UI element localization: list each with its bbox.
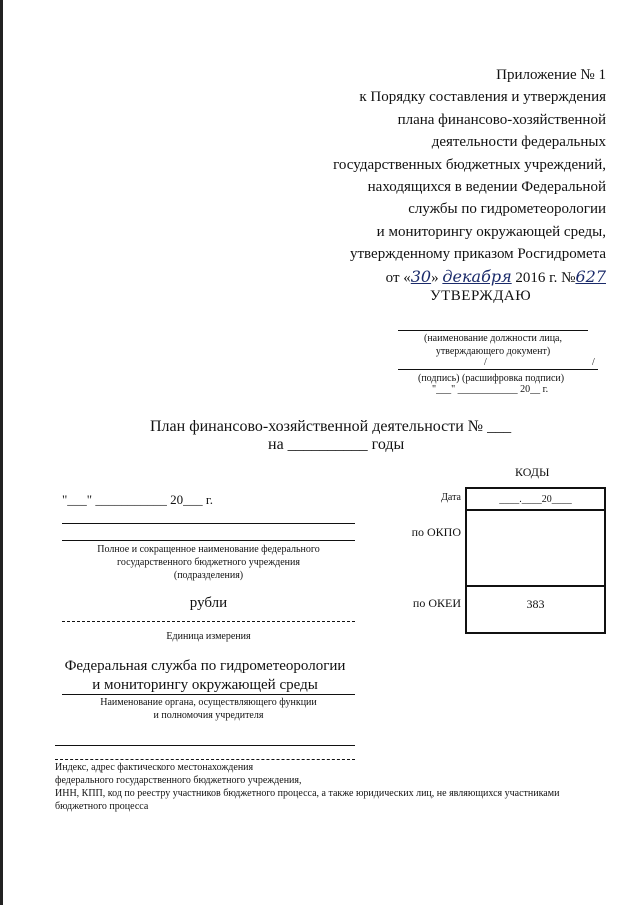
- authority-underline: [62, 694, 355, 695]
- unit-value: рубли: [189, 595, 228, 611]
- org-line-1: [62, 523, 355, 524]
- address-caption-line: ИНН, КПП, код по реестру участников бюджетного процесса, а также юридических лиц, не являющихся участниками: [55, 788, 560, 799]
- position-caption: [398, 332, 588, 358]
- position-caption-line: утверждающего документ): [435, 346, 551, 357]
- appendix-line: плана финансово-хозяйственной: [397, 111, 606, 128]
- plan-subtitle: на __________ годы: [268, 436, 405, 453]
- order-date-line: [286, 266, 606, 289]
- authority-caption: [62, 696, 355, 722]
- date-code-value: ____.____20____: [499, 494, 572, 505]
- appendix-line: деятельности федеральных: [431, 134, 606, 151]
- codes-label-date: Дата: [441, 492, 461, 503]
- date-year: 2016 г. №: [515, 269, 576, 286]
- plan-title: [150, 418, 530, 454]
- appendix-line: к Порядку составления и утверждения: [359, 89, 606, 106]
- signature-caption: (подпись) (расшифровка подписи): [418, 373, 565, 384]
- approval-date-line: "___" ____________ 20__ г.: [432, 384, 549, 395]
- codes-row-okei: [467, 587, 604, 631]
- address-caption-line: бюджетного процесса: [55, 801, 149, 812]
- codes-table: [465, 487, 606, 634]
- plan-title-line: План финансово-хозяйственной деятельности № ___: [150, 418, 512, 435]
- appendix-title: Приложение № 1: [496, 67, 606, 83]
- signature-separator: /: [484, 357, 487, 368]
- position-caption-line: (наименование должности лица,: [423, 333, 562, 344]
- date-mid: »: [431, 269, 439, 286]
- authority-caption-line: и полномочия учредителя: [153, 710, 264, 721]
- appendix-line: государственных бюджетных учреждений,: [333, 156, 606, 173]
- left-date-line: "___" ___________ 20___ г.: [62, 492, 213, 507]
- position-line: [398, 330, 588, 331]
- appendix-line: и мониторингу окружающей среды,: [376, 223, 606, 240]
- address-caption-line: федерального государственного бюджетного учреждения,: [55, 775, 302, 786]
- authority-line: и мониторингу окружающей среды: [92, 677, 318, 693]
- appendix-line: утвержденному приказом Росгидромета: [349, 246, 606, 263]
- authority-line: Федеральная служба по гидрометеорологии: [64, 658, 346, 674]
- handwritten-day: 30: [410, 266, 432, 286]
- handwritten-month: декабря: [442, 266, 512, 286]
- date-prefix: от «: [385, 269, 411, 286]
- appendix-header: [286, 64, 606, 289]
- org-caption-line: Полное и сокращенное наименование федерального: [97, 544, 320, 555]
- codes-label-okei: по ОКЕИ: [412, 596, 461, 610]
- approval-heading: УТВЕРЖДАЮ: [430, 288, 532, 304]
- codes-label-okpo: по ОКПО: [411, 525, 461, 539]
- org-line-2: [62, 540, 355, 541]
- codes-row-date: [467, 489, 604, 511]
- unit-caption: Единица измерения: [166, 631, 251, 642]
- signature-line: [398, 369, 598, 370]
- appendix-line: находящихся в ведении Федеральной: [367, 179, 606, 196]
- org-caption-line: государственного бюджетного учреждения: [117, 557, 300, 568]
- codes-row-okpo: [467, 511, 604, 587]
- org-caption-line: (подразделения): [173, 570, 244, 581]
- okei-code-value: 383: [526, 597, 545, 611]
- codes-header: КОДЫ: [515, 465, 550, 479]
- org-caption: [62, 543, 355, 582]
- authority-name: [50, 657, 360, 695]
- scan-edge-left: [0, 0, 3, 905]
- address-line-2: [55, 759, 355, 760]
- address-caption-line: Индекс, адрес фактического местонахождения: [55, 762, 254, 773]
- appendix-line: службы по гидрометеорологии: [408, 201, 606, 218]
- address-caption: [55, 761, 615, 813]
- authority-caption-line: Наименование органа, осуществляющего функции: [100, 697, 317, 708]
- handwritten-order-number: 627: [575, 266, 606, 286]
- address-line-1: [55, 745, 355, 746]
- signature-end: /: [592, 357, 595, 368]
- unit-line: [62, 621, 355, 622]
